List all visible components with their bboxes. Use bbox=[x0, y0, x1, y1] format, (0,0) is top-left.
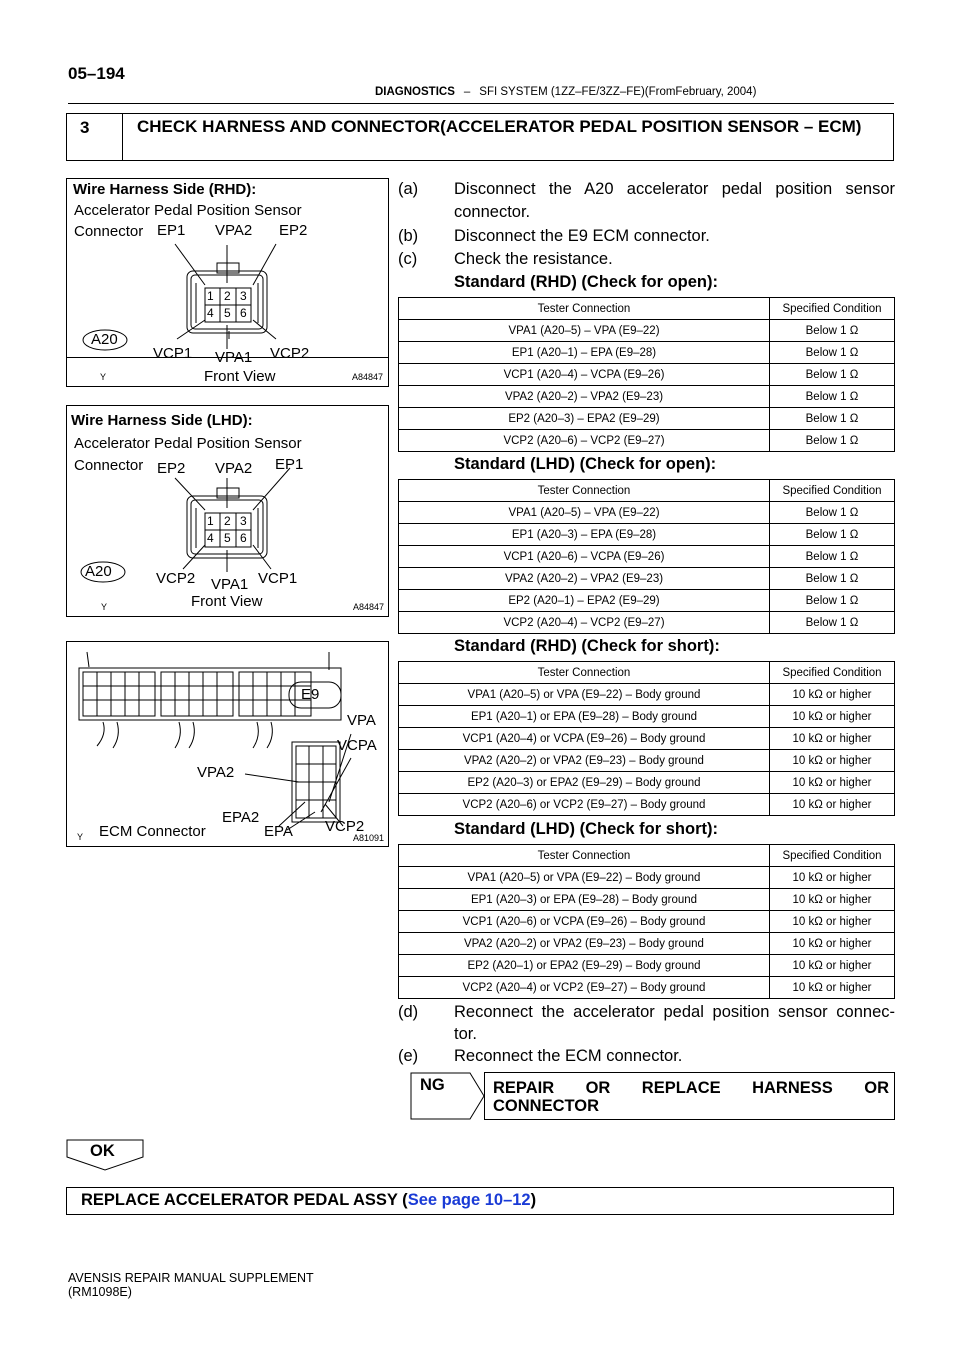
table-4-title: Standard (LHD) (Check for short): bbox=[454, 820, 718, 838]
figure-rhd bbox=[66, 178, 389, 366]
cell-specified-condition: 10 kΩ or higher bbox=[770, 977, 895, 999]
table-row bbox=[399, 933, 895, 955]
table-row bbox=[399, 612, 895, 634]
table-row bbox=[399, 546, 895, 568]
lhd-pin-top-right: EP1 bbox=[275, 456, 304, 473]
cell-tester-connection: VPA2 (A20–2) or VPA2 (E9–23) – Body ground bbox=[399, 750, 770, 772]
header-tester-connection: Tester Connection bbox=[399, 298, 770, 320]
cell-specified-condition: Below 1 Ω bbox=[770, 342, 895, 364]
cell-specified-condition: Below 1 Ω bbox=[770, 364, 895, 386]
rhd-pin-num-5: 5 bbox=[224, 306, 231, 320]
rhd-pin-num-1: 1 bbox=[207, 289, 214, 303]
rhd-pin-top-mid: VPA2 bbox=[215, 222, 253, 239]
step-title: CHECK HARNESS AND CONNECTOR(ACCELERATOR PEDAL POSITION SENSOR – ECM) bbox=[137, 117, 862, 136]
rhd-connector-id: A20 bbox=[91, 331, 118, 348]
lhd-pin-top-mid: VPA2 bbox=[215, 460, 253, 477]
ok-label: OK bbox=[90, 1142, 115, 1160]
rhd-pin-num-6: 6 bbox=[240, 306, 247, 320]
cell-tester-connection: EP2 (A20–3) – EPA2 (E9–29) bbox=[399, 408, 770, 430]
lhd-pin-num-4: 4 bbox=[207, 531, 214, 545]
rhd-mark: Y bbox=[100, 372, 107, 382]
cell-tester-connection: VCP2 (A20–4) or VCP2 (E9–27) – Body ground bbox=[399, 977, 770, 999]
cell-specified-condition: Below 1 Ω bbox=[770, 590, 895, 612]
cell-tester-connection: EP2 (A20–1) – EPA2 (E9–29) bbox=[399, 590, 770, 612]
lhd-pin-num-2: 2 bbox=[224, 514, 231, 528]
table-row bbox=[399, 502, 895, 524]
footer bbox=[68, 1271, 314, 1299]
final-action-prefix: REPLACE ACCELERATOR PEDAL ASSY ( bbox=[81, 1191, 408, 1209]
ecm-pin-vpa: VPA bbox=[347, 712, 376, 729]
table-header-row bbox=[399, 662, 895, 684]
cell-specified-condition: 10 kΩ or higher bbox=[770, 684, 895, 706]
cell-tester-connection: VCP1 (A20–4) or VCPA (E9–26) – Body ground bbox=[399, 728, 770, 750]
table-row bbox=[399, 430, 895, 452]
final-action-suffix: ) bbox=[530, 1191, 537, 1209]
spec-table-rhd-short bbox=[398, 661, 895, 816]
cell-specified-condition: 10 kΩ or higher bbox=[770, 867, 895, 889]
rhd-pin-num-3: 3 bbox=[240, 289, 247, 303]
header-specified-condition: Specified Condition bbox=[770, 298, 895, 320]
table-row bbox=[399, 706, 895, 728]
rhd-pin-top-right: EP2 bbox=[279, 222, 308, 239]
instruction-a-marker: (a) bbox=[398, 180, 419, 198]
lhd-view-label: Front View bbox=[191, 593, 263, 610]
table-row bbox=[399, 889, 895, 911]
table-row bbox=[399, 568, 895, 590]
instruction-b-marker: (b) bbox=[398, 227, 419, 245]
lhd-figure-code: A84847 bbox=[353, 602, 385, 612]
lhd-pin-num-3: 3 bbox=[240, 514, 247, 528]
rhd-pin-top-left: EP1 bbox=[157, 222, 186, 239]
cell-tester-connection: VCP2 (A20–6) – VCP2 (E9–27) bbox=[399, 430, 770, 452]
ecm-figure-code: A81091 bbox=[353, 833, 385, 843]
step-box bbox=[66, 113, 894, 161]
cell-specified-condition: Below 1 Ω bbox=[770, 524, 895, 546]
cell-specified-condition: 10 kΩ or higher bbox=[770, 772, 895, 794]
cell-specified-condition: Below 1 Ω bbox=[770, 386, 895, 408]
table-header-row bbox=[399, 845, 895, 867]
table-row bbox=[399, 524, 895, 546]
table-row bbox=[399, 750, 895, 772]
table-row bbox=[399, 772, 895, 794]
header-separator: – bbox=[463, 86, 471, 98]
step-number: 3 bbox=[67, 114, 123, 160]
header-specified-condition: Specified Condition bbox=[770, 845, 895, 867]
rhd-figure-bottom bbox=[66, 386, 389, 387]
instruction-e-text: Reconnect the ECM connector. bbox=[454, 1047, 683, 1065]
lhd-title: Wire Harness Side (LHD): bbox=[71, 412, 253, 429]
rhd-sensor-label: Accelerator Pedal Position Sensor bbox=[74, 202, 302, 219]
header-tester-connection: Tester Connection bbox=[399, 480, 770, 502]
cell-tester-connection: EP1 (A20–3) or EPA (E9–28) – Body ground bbox=[399, 889, 770, 911]
header-specified-condition: Specified Condition bbox=[770, 662, 895, 684]
lhd-pin-bot-left: VCP2 bbox=[156, 570, 196, 587]
cell-tester-connection: VCP2 (A20–6) or VCP2 (E9–27) – Body ground bbox=[399, 794, 770, 816]
cell-tester-connection: VPA1 (A20–5) or VPA (E9–22) – Body ground bbox=[399, 684, 770, 706]
instruction-c-text: Check the resistance. bbox=[454, 250, 613, 268]
lhd-pin-top-left: EP2 bbox=[157, 460, 186, 477]
table-row bbox=[399, 794, 895, 816]
header-section: DIAGNOSTICS bbox=[375, 86, 455, 98]
cell-tester-connection: EP2 (A20–3) or EPA2 (E9–29) – Body ground bbox=[399, 772, 770, 794]
table-row bbox=[399, 342, 895, 364]
header-specified-condition: Specified Condition bbox=[770, 480, 895, 502]
rhd-connector-label: Connector bbox=[74, 223, 144, 240]
cell-specified-condition: 10 kΩ or higher bbox=[770, 794, 895, 816]
rhd-figure-right bbox=[388, 357, 389, 387]
ecm-pin-vpa2: VPA2 bbox=[197, 764, 235, 781]
cell-tester-connection: VPA2 (A20–2) or VPA2 (E9–23) – Body ground bbox=[399, 933, 770, 955]
table-row bbox=[399, 408, 895, 430]
cell-specified-condition: 10 kΩ or higher bbox=[770, 911, 895, 933]
page-number: 05–194 bbox=[68, 64, 125, 83]
cell-tester-connection: VPA1 (A20–5) – VPA (E9–22) bbox=[399, 320, 770, 342]
cell-tester-connection: EP2 (A20–1) or EPA2 (E9–29) – Body ground bbox=[399, 955, 770, 977]
footer-manual-title: AVENSIS REPAIR MANUAL SUPPLEMENT bbox=[68, 1271, 314, 1285]
cell-tester-connection: EP1 (A20–1) – EPA (E9–28) bbox=[399, 342, 770, 364]
figure-lhd bbox=[66, 405, 389, 617]
table-row bbox=[399, 684, 895, 706]
ecm-pin-vcpa: VCPA bbox=[337, 737, 377, 754]
cell-specified-condition: 10 kΩ or higher bbox=[770, 955, 895, 977]
ecm-connector-id: E9 bbox=[301, 686, 320, 703]
running-header bbox=[375, 86, 756, 98]
rhd-pin-num-2: 2 bbox=[224, 289, 231, 303]
cell-specified-condition: Below 1 Ω bbox=[770, 320, 895, 342]
cell-tester-connection: VCP1 (A20–6) – VCPA (E9–26) bbox=[399, 546, 770, 568]
ecm-pin-vcp2: VCP2 bbox=[325, 818, 365, 835]
final-action-box bbox=[66, 1187, 894, 1215]
cell-specified-condition: 10 kΩ or higher bbox=[770, 933, 895, 955]
table-3-title: Standard (RHD) (Check for short): bbox=[454, 637, 720, 655]
lhd-pin-num-6: 6 bbox=[240, 531, 247, 545]
cell-tester-connection: EP1 (A20–3) – EPA (E9–28) bbox=[399, 524, 770, 546]
header-rule bbox=[68, 103, 894, 104]
cell-tester-connection: VPA1 (A20–5) – VPA (E9–22) bbox=[399, 502, 770, 524]
cell-specified-condition: 10 kΩ or higher bbox=[770, 706, 895, 728]
ng-action-line1: REPAIR OR REPLACE HARNESS OR bbox=[493, 1079, 889, 1097]
ecm-pin-epa: EPA bbox=[264, 823, 293, 840]
instruction-d-line2: tor. bbox=[454, 1025, 477, 1043]
see-page-link[interactable]: See page 10–12 bbox=[407, 1191, 531, 1209]
rhd-pin-bot-mid: VPA1 bbox=[215, 349, 253, 366]
ecm-pin-epa2: EPA2 bbox=[222, 809, 260, 826]
ng-action-box bbox=[484, 1072, 895, 1120]
instruction-b-text: Disconnect the E9 ECM connector. bbox=[454, 227, 710, 245]
lhd-connector-label: Connector bbox=[74, 457, 144, 474]
table-row bbox=[399, 955, 895, 977]
table-row bbox=[399, 977, 895, 999]
lhd-pin-num-5: 5 bbox=[224, 531, 231, 545]
cell-specified-condition: 10 kΩ or higher bbox=[770, 889, 895, 911]
table-2-title: Standard (LHD) (Check for open): bbox=[454, 455, 717, 473]
cell-specified-condition: Below 1 Ω bbox=[770, 502, 895, 524]
lhd-pin-num-1: 1 bbox=[207, 514, 214, 528]
header-subsection: SFI SYSTEM (1ZZ–FE/3ZZ–FE)(FromFebruary, 2004) bbox=[479, 86, 757, 98]
rhd-title: Wire Harness Side (RHD): bbox=[73, 181, 257, 198]
cell-tester-connection: VCP2 (A20–4) – VCP2 (E9–27) bbox=[399, 612, 770, 634]
table-header-row bbox=[399, 298, 895, 320]
table-row bbox=[399, 590, 895, 612]
cell-specified-condition: Below 1 Ω bbox=[770, 408, 895, 430]
table-1-title: Standard (RHD) (Check for open): bbox=[454, 273, 718, 291]
rhd-pin-bot-left: VCP1 bbox=[153, 345, 193, 362]
cell-specified-condition: Below 1 Ω bbox=[770, 546, 895, 568]
table-row bbox=[399, 386, 895, 408]
cell-tester-connection: VPA2 (A20–2) – VPA2 (E9–23) bbox=[399, 386, 770, 408]
lhd-pin-bot-mid: VPA1 bbox=[211, 576, 249, 593]
footer-manual-code: (RM1098E) bbox=[68, 1285, 132, 1299]
ecm-mark: Y bbox=[77, 832, 84, 842]
spec-table-rhd-open bbox=[398, 297, 895, 452]
table-row bbox=[399, 320, 895, 342]
instruction-e-marker: (e) bbox=[398, 1047, 419, 1065]
cell-specified-condition: Below 1 Ω bbox=[770, 568, 895, 590]
header-tester-connection: Tester Connection bbox=[399, 845, 770, 867]
cell-tester-connection: VPA2 (A20–2) – VPA2 (E9–23) bbox=[399, 568, 770, 590]
instruction-a-line2: connector. bbox=[454, 203, 531, 221]
lhd-connector-id: A20 bbox=[85, 563, 112, 580]
cell-tester-connection: VPA1 (A20–5) or VPA (E9–22) – Body ground bbox=[399, 867, 770, 889]
instruction-d-line1: Reconnect the accelerator pedal position sensor connec- bbox=[454, 1003, 895, 1021]
ng-label: NG bbox=[420, 1076, 445, 1094]
ng-action-line2: CONNECTOR bbox=[493, 1097, 600, 1115]
lhd-pin-bot-right: VCP1 bbox=[258, 570, 298, 587]
header-tester-connection: Tester Connection bbox=[399, 662, 770, 684]
rhd-pin-bot-right: VCP2 bbox=[270, 345, 310, 362]
instruction-c-marker: (c) bbox=[398, 250, 418, 268]
cell-specified-condition: 10 kΩ or higher bbox=[770, 728, 895, 750]
cell-specified-condition: Below 1 Ω bbox=[770, 612, 895, 634]
instruction-d-marker: (d) bbox=[398, 1003, 419, 1021]
rhd-figure-code: A84847 bbox=[352, 372, 384, 382]
rhd-figure-left bbox=[66, 357, 67, 387]
table-row bbox=[399, 911, 895, 933]
instruction-a-line1: Disconnect the A20 accelerator pedal position sensor bbox=[454, 180, 895, 198]
cell-tester-connection: VCP1 (A20–6) or VCPA (E9–26) – Body ground bbox=[399, 911, 770, 933]
table-row bbox=[399, 364, 895, 386]
figure-ecm bbox=[66, 641, 389, 847]
table-row bbox=[399, 728, 895, 750]
spec-table-lhd-open bbox=[398, 479, 895, 634]
lhd-sensor-label: Accelerator Pedal Position Sensor bbox=[74, 435, 302, 452]
ecm-connector-label: ECM Connector bbox=[99, 823, 206, 840]
table-row bbox=[399, 867, 895, 889]
spec-table-lhd-short bbox=[398, 844, 895, 999]
cell-specified-condition: 10 kΩ or higher bbox=[770, 750, 895, 772]
lhd-mark: Y bbox=[101, 602, 108, 612]
rhd-view-label: Front View bbox=[204, 368, 276, 385]
cell-specified-condition: Below 1 Ω bbox=[770, 430, 895, 452]
cell-tester-connection: EP1 (A20–1) or EPA (E9–28) – Body ground bbox=[399, 706, 770, 728]
rhd-pin-num-4: 4 bbox=[207, 306, 214, 320]
table-header-row bbox=[399, 480, 895, 502]
cell-tester-connection: VCP1 (A20–4) – VCPA (E9–26) bbox=[399, 364, 770, 386]
